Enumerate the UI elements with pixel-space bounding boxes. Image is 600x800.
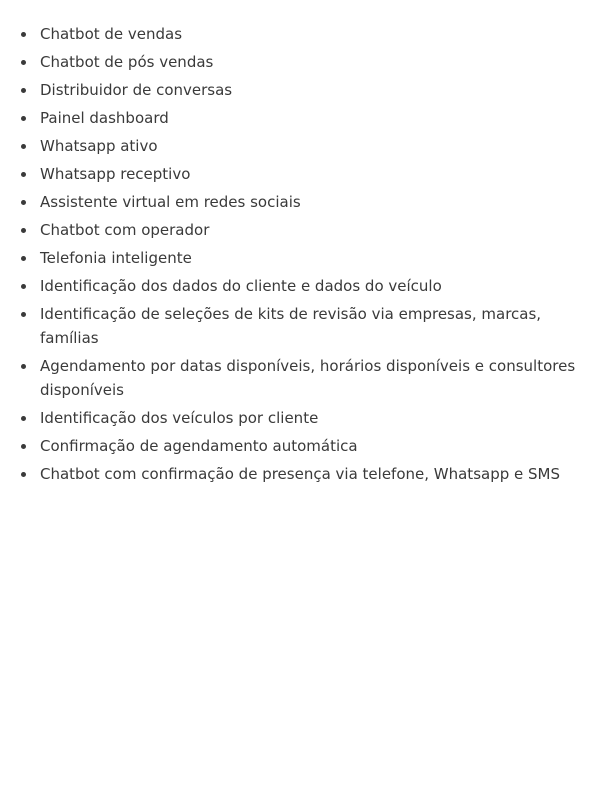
bullet-icon [21,200,26,205]
bullet-icon [21,60,26,65]
list-item [40,190,580,214]
list-item [40,406,580,430]
bullet-icon [21,364,26,369]
bullet-icon [21,88,26,93]
list-item-label: Agendamento por datas disponíveis, horários disponíveis e consultores disponíveis [40,357,576,399]
list-item [40,134,580,158]
bullet-icon [21,32,26,37]
list-item-label: Telefonia inteligente [40,249,192,267]
list-item [40,162,580,186]
bullet-icon [21,444,26,449]
list-item-label: Painel dashboard [40,109,169,127]
list-item-label: Identificação dos dados do cliente e dados do veículo [40,277,442,295]
list-item [40,246,580,270]
list-item [40,218,580,242]
bullet-icon [21,228,26,233]
list-item-label: Assistente virtual em redes sociais [40,193,301,211]
list-item-label: Identificação dos veículos por cliente [40,409,319,427]
bullet-icon [21,312,26,317]
list-item [40,106,580,130]
list-item [40,434,580,458]
feature-list [0,22,580,486]
list-item-label: Confirmação de agendamento automática [40,437,358,455]
list-item [40,354,580,402]
bullet-icon [21,116,26,121]
list-item [40,22,580,46]
bullet-icon [21,416,26,421]
list-item-label: Chatbot com operador [40,221,210,239]
list-item-label: Distribuidor de conversas [40,81,233,99]
list-item-label: Chatbot com confirmação de presença via telefone, Whatsapp e SMS [40,465,560,483]
list-item [40,50,580,74]
list-item-label: Whatsapp ativo [40,137,158,155]
list-item-label: Whatsapp receptivo [40,165,191,183]
list-item [40,462,580,486]
bullet-icon [21,172,26,177]
list-item [40,274,580,298]
list-item-label: Identificação de seleções de kits de revisão via empresas, marcas, famílias [40,305,542,347]
bullet-icon [21,144,26,149]
bullet-icon [21,284,26,289]
list-item [40,78,580,102]
list-item-label: Chatbot de vendas [40,25,183,43]
bullet-icon [21,256,26,261]
bullet-icon [21,472,26,477]
list-item [40,302,580,350]
list-item-label: Chatbot de pós vendas [40,53,214,71]
